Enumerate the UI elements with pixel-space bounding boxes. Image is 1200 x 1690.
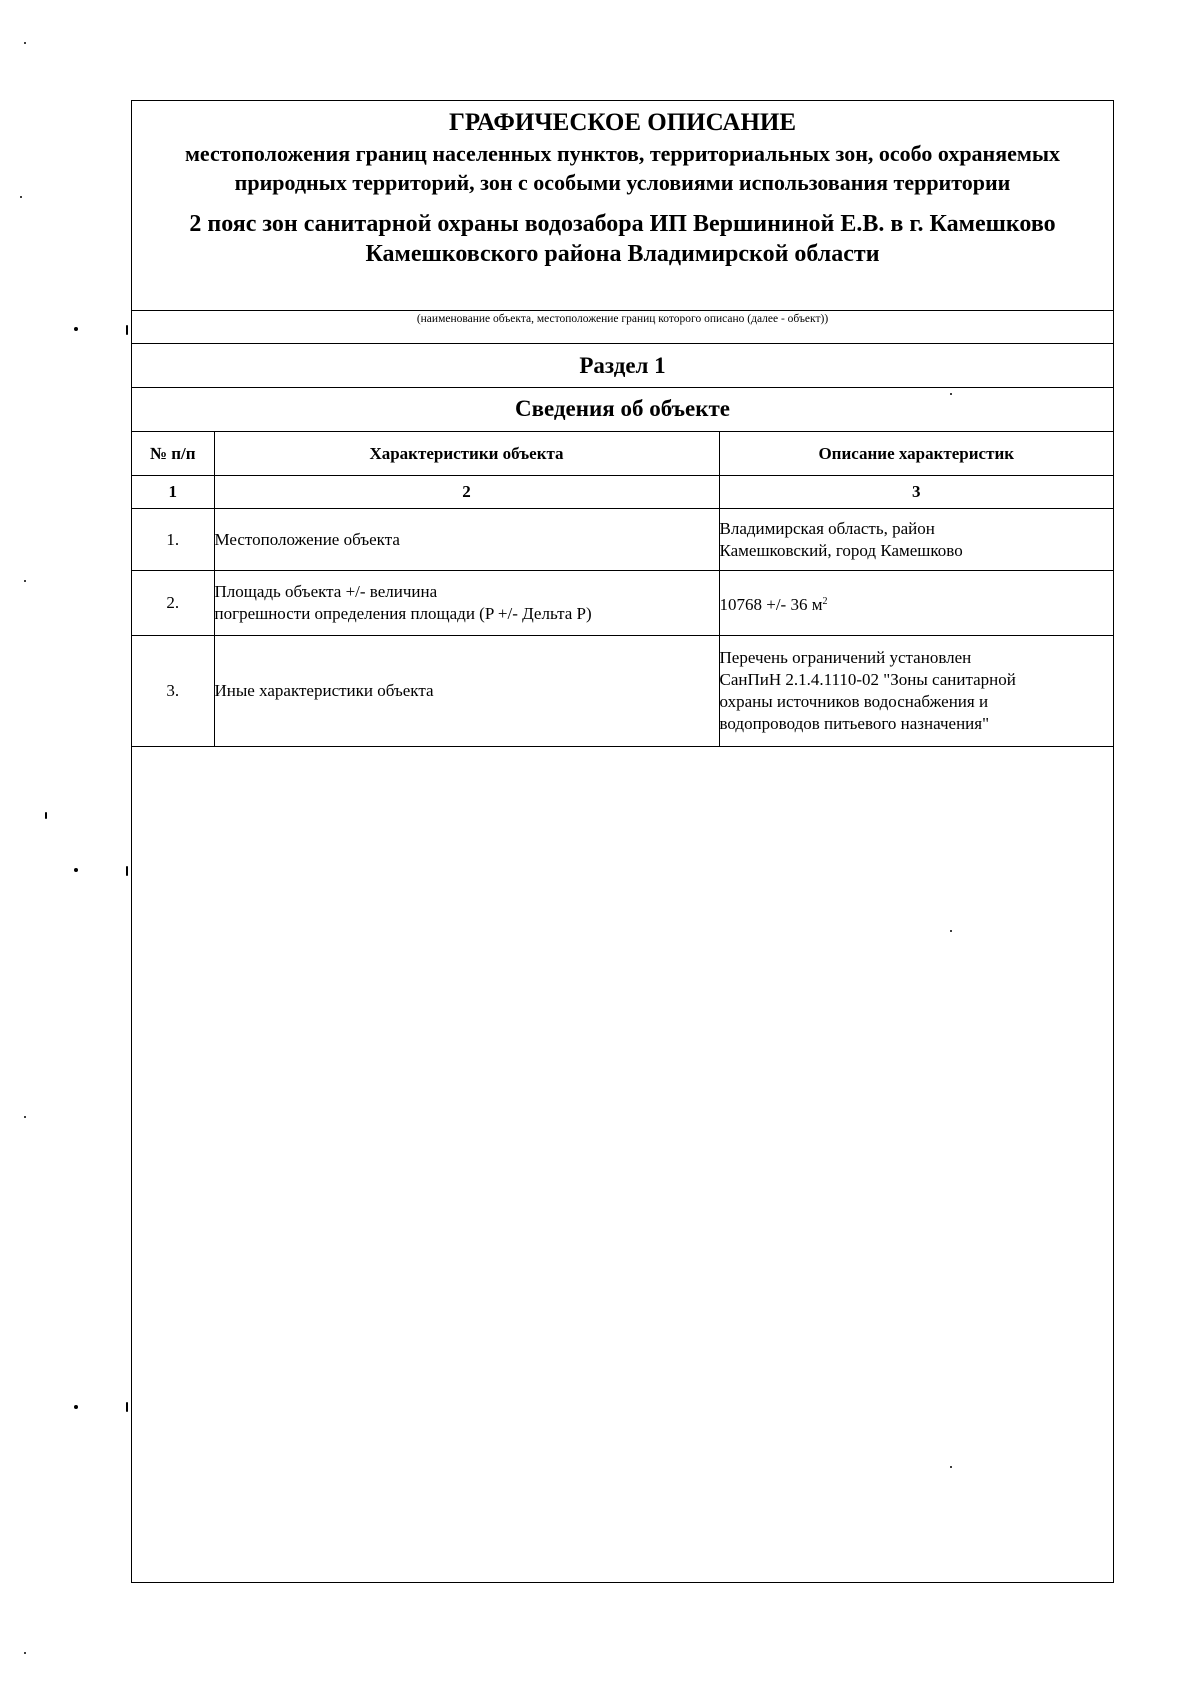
scan-speck	[24, 1652, 26, 1654]
scan-speck	[950, 393, 952, 395]
row-characteristic: Местоположение объекта	[214, 509, 719, 571]
scan-speck	[74, 327, 78, 331]
scan-speck	[950, 1466, 952, 1468]
scan-speck	[45, 812, 47, 819]
document-title: ГРАФИЧЕСКОЕ ОПИСАНИЕ	[448, 109, 797, 136]
section-subtitle: Сведения об объекте	[132, 388, 1113, 432]
object-properties-table	[132, 432, 1113, 747]
area-value: 10768 +/- 36 м	[719, 594, 823, 614]
row-description-line: водопроводов питьевого назначения"	[719, 714, 990, 733]
scan-speck	[74, 868, 78, 872]
document-header	[132, 101, 1113, 311]
row-description-line: охраны источников водоснабжения и	[719, 692, 989, 711]
object-name-line-2: Камешковского района Владимирской области	[365, 241, 880, 267]
column-number-1: 1	[132, 476, 214, 509]
table-row	[132, 636, 1113, 747]
table-row	[132, 509, 1113, 571]
row-number: 1.	[132, 509, 214, 571]
column-number-3: 3	[719, 476, 1113, 509]
object-name-line-1: 2 пояс зон санитарной охраны водозабора ИП Вершининой Е.В. в г. Камешково	[189, 211, 1056, 237]
object-caption: (наименование объекта, местоположение границ которого описано (далее - объект))	[132, 311, 1113, 344]
scan-speck	[126, 866, 128, 876]
scan-speck	[950, 930, 952, 932]
scan-speck	[20, 196, 22, 198]
row-description	[719, 509, 1113, 571]
column-number-2: 2	[214, 476, 719, 509]
scan-speck	[24, 1116, 26, 1118]
section-title: Раздел 1	[132, 344, 1113, 388]
row-description-line: Камешковский, город Камешково	[719, 540, 963, 560]
scan-speck	[74, 1405, 78, 1409]
header-number: № п/п	[132, 432, 214, 476]
object-name	[132, 209, 1113, 269]
row-characteristic-line: Площадь объекта +/- величина	[214, 582, 438, 601]
row-description-line: СанПиН 2.1.4.1110-02 "Зоны санитарной	[719, 670, 1016, 689]
row-characteristic: Иные характеристики объекта	[214, 636, 719, 747]
scan-speck	[126, 325, 128, 335]
scan-speck	[24, 580, 26, 582]
row-description	[719, 636, 1113, 747]
row-number: 3.	[132, 636, 214, 747]
row-description-line: Владимирская область, район	[719, 518, 935, 538]
row-description	[719, 571, 1113, 636]
row-characteristic-line: погрешности определения площади (P +/- Дельта P)	[214, 604, 592, 623]
document-frame	[131, 100, 1114, 1583]
table-header-row	[132, 432, 1113, 476]
scan-speck	[126, 1402, 128, 1412]
document-subtitle: местоположения границ населенных пунктов, территориальных зон, особо охраняемых природных территорий, зон с особыми условиями использования территории	[184, 141, 1061, 195]
row-characteristic	[214, 571, 719, 636]
table-row	[132, 571, 1113, 636]
column-number-row	[132, 476, 1113, 509]
row-number: 2.	[132, 571, 214, 636]
row-description-line: Перечень ограничений установлен	[719, 648, 972, 667]
area-unit-superscript: 2	[822, 595, 828, 607]
header-characteristic: Характеристики объекта	[214, 432, 719, 476]
scan-speck	[24, 42, 26, 44]
header-description: Описание характеристик	[719, 432, 1113, 476]
